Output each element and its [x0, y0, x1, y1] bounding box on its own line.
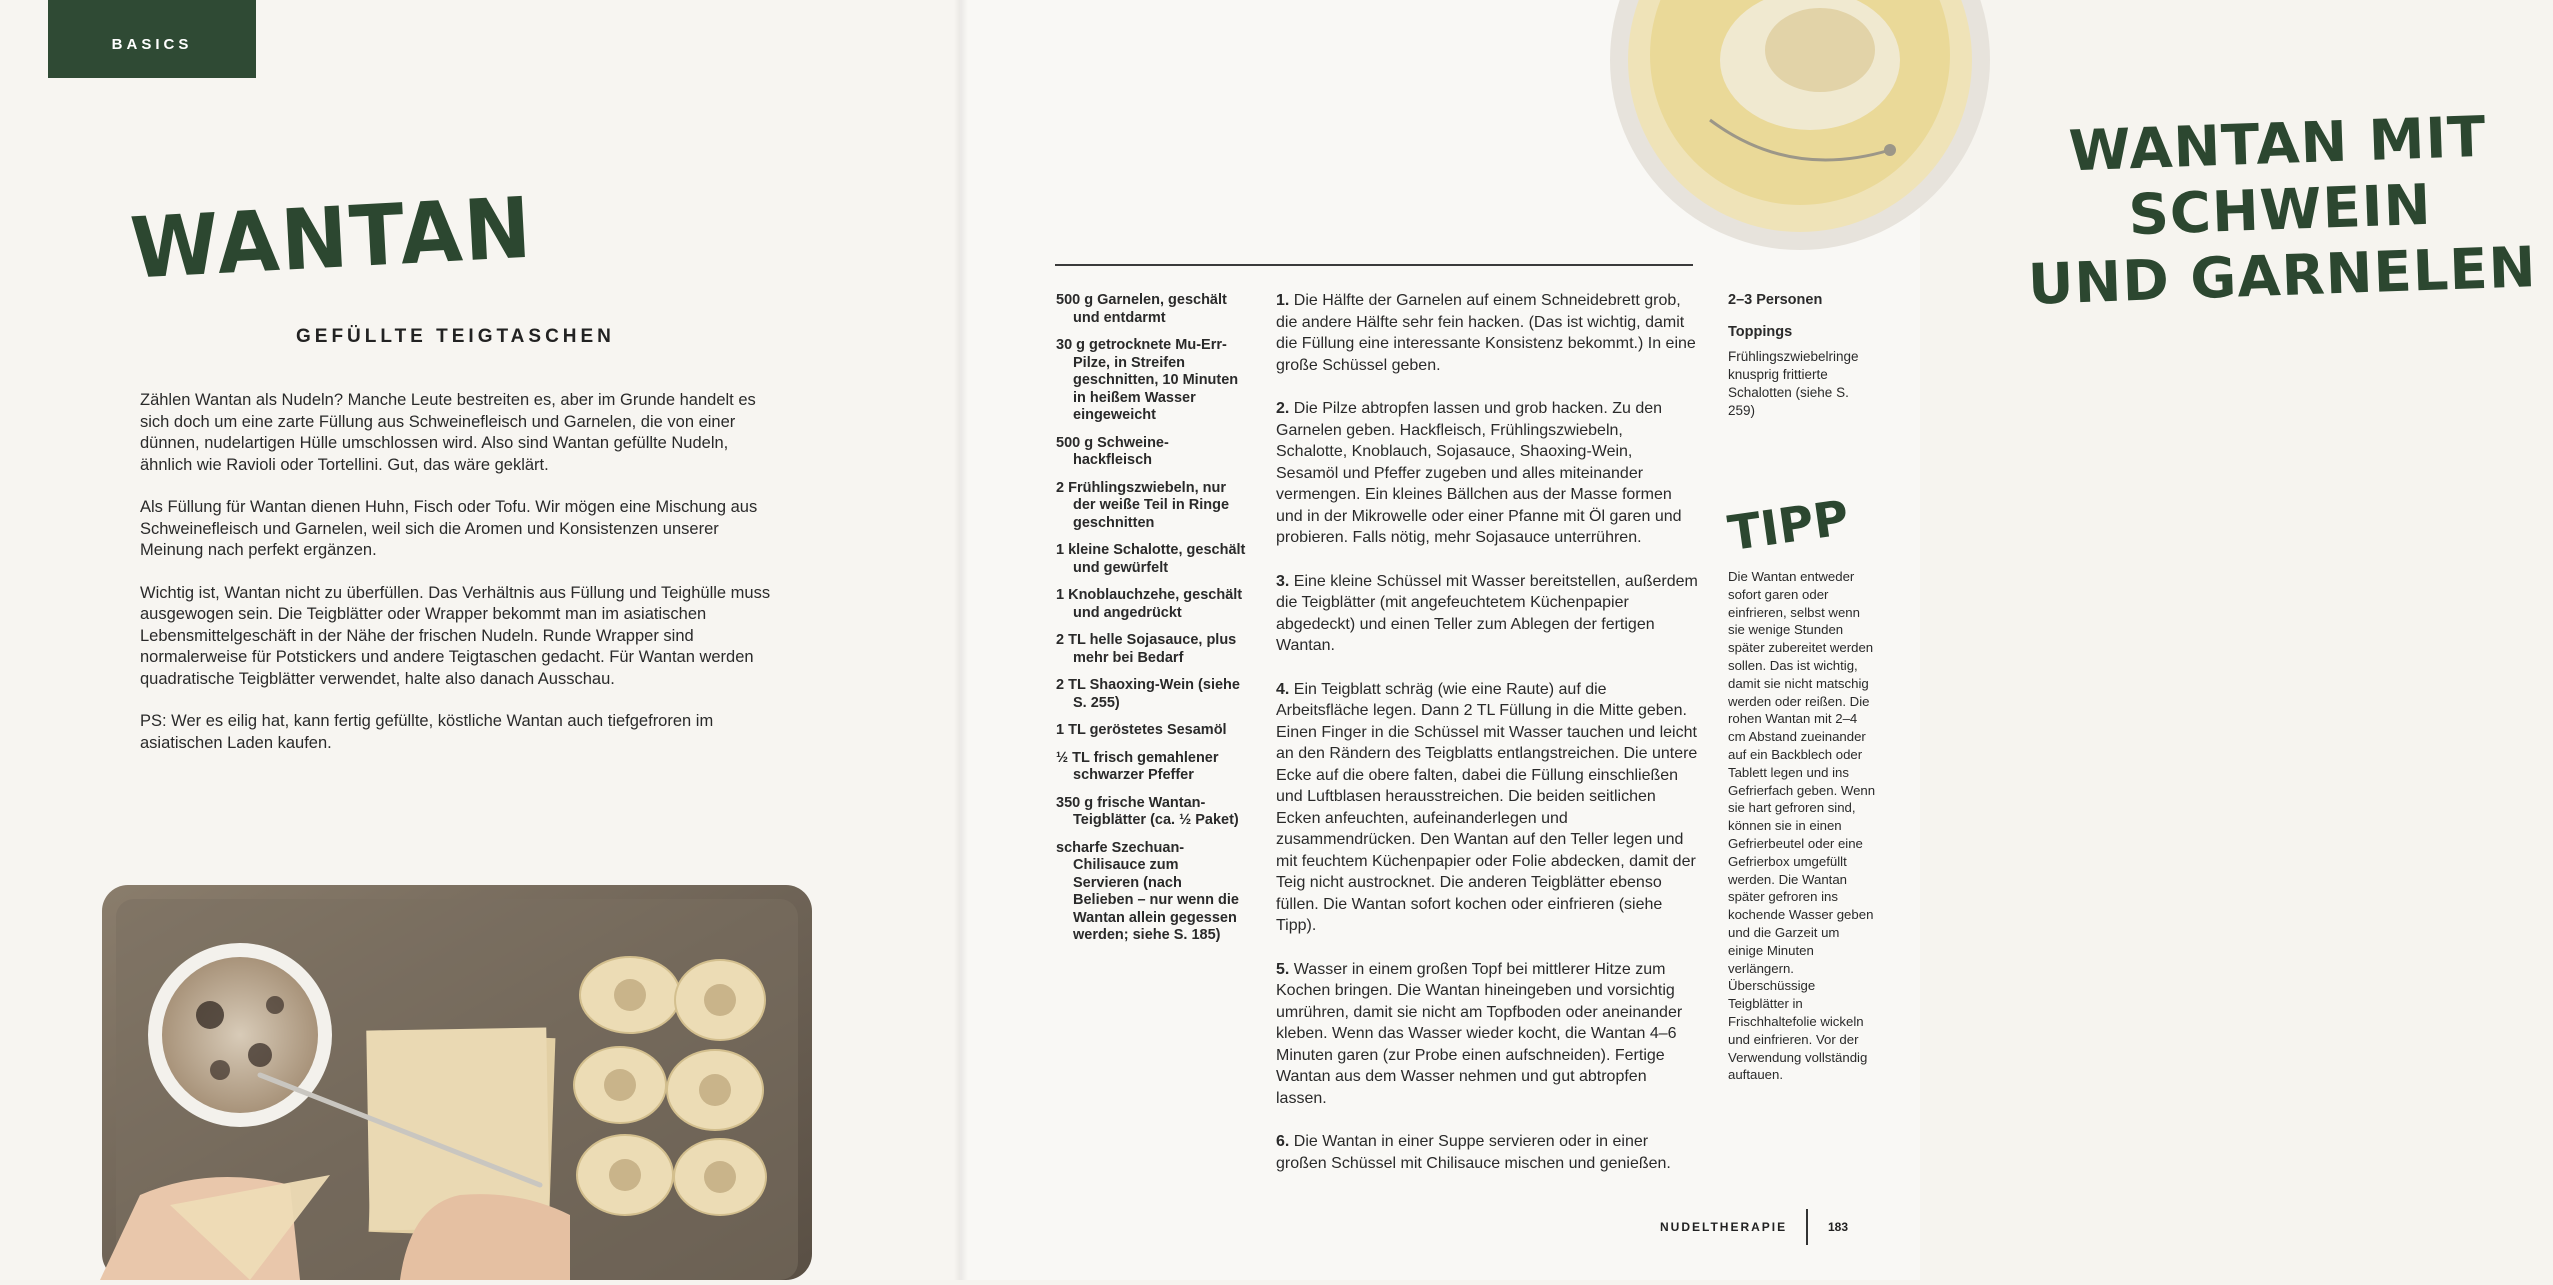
ingredient-item: 1 Knoblauchzehe, geschält und angedrückt: [1056, 587, 1243, 621]
section-tab-label: BASICS: [111, 36, 193, 53]
ingredient-item: scharfe Szechuan-Chilisauce zum Servieren (nach Belieben – nur wenn die Wantan allein gegessen werden; siehe S. 185): [1056, 839, 1239, 943]
ingredient-item: 350 g frische Wantan-Teigblätter (ca. ½ Paket): [1056, 794, 1239, 828]
ingredient-item: ½ TL frisch gemahlener schwarzer Pfeffer: [1056, 749, 1219, 783]
method-step: [1276, 571, 1698, 657]
step-number: 3.: [1276, 572, 1290, 590]
method-step: [1276, 679, 1698, 937]
method-step: [1276, 290, 1698, 376]
wonton-tray-photo: [100, 885, 816, 1280]
page-number: 183: [1828, 1220, 1849, 1234]
step-text: Die Wantan in einer Suppe servieren oder in einer großen Schüssel mit Chilisauce mischen und genießen.: [1276, 1133, 1671, 1172]
wonton-tray-illustration: [100, 885, 816, 1280]
toppings-heading: Toppings: [1728, 324, 1793, 340]
step-text: Wasser in einem großen Topf bei mittlerer Hitze zum Kochen bringen. Die Wantan hineingeben und vorsichtig umrühren, damit sie nicht am Topfboden oder aneinander kleben. Wenn das Wasser wieder kocht, die Wantan 4–6 Minuten garen (zur Probe einen aufschneiden). Fertige Wantan aus dem Wasser nehmen und gut abtropfen lassen.: [1276, 960, 1683, 1107]
servings: 2–3 Personen: [1728, 292, 1823, 308]
step-text: Die Hälfte der Garnelen auf einem Schneidebrett grob, die andere Hälfte sehr fein hacken. (Das ist wichtig, damit die Füllung eine interessante Konsistenz bekommt.) In eine große Schüssel geben.: [1276, 292, 1696, 374]
step-text: Die Pilze abtropfen lassen und grob hacken. Zu den Garnelen geben. Hackfleisch, Frühlingszwiebeln, Schalotte, Knoblauch, Sojasauce, Shaoxing-Wein, Sesamöl und Pfeffer zugeben und alles miteinander vermengen. Ein kleines Bällchen aus der Masse formen und in der Mikrowelle oder einer Pfanne mit Öl garen und probieren. Falls nötig, mehr Sojasauce unterrühren.: [1276, 400, 1682, 546]
intro-paragraph: Als Füllung für Wantan dienen Huhn, Fisch oder Tofu. Wir mögen eine Mischung aus Schweinefleisch und Garnelen, weil sich die Aromen und Konsistenzen unserer Meinung nach perfekt ergänzen.: [140, 498, 758, 559]
page-title: WANTAN: [128, 178, 536, 298]
left-page: [0, 0, 960, 1280]
recipe-title-line: UND GARNELEN: [2026, 235, 2538, 318]
running-footer: NUDELTHERAPIE: [1660, 1220, 1788, 1234]
method-step: [1276, 398, 1698, 549]
step-number: 5.: [1276, 960, 1290, 978]
step-text: Eine kleine Schüssel mit Wasser bereitstellen, außerdem die Teigblätter (mit angefeuchtetem Küchenpapier abgedeckt) und einen Teller zum Ablegen der fertigen Wantan.: [1276, 572, 1698, 654]
ingredient-item: 1 kleine Schalotte, geschält und gewürfelt: [1056, 542, 1246, 576]
section-tab: [48, 0, 256, 78]
title-divider: [1055, 264, 1693, 266]
page-subtitle: GEFÜLLTE TEIGTASCHEN: [296, 326, 615, 347]
recipe-sidebar: [1728, 292, 1878, 420]
step-number: 4.: [1276, 680, 1290, 698]
intro-text: [140, 390, 780, 775]
ingredient-item: 30 g getrocknete Mu-Err-Pilze, in Streifen geschnitten, 10 Minuten in heißem Wasser eingeweicht: [1056, 337, 1239, 423]
tip-heading: TIPP: [1724, 489, 1853, 563]
wonton-pot-illustration: [1560, 0, 1920, 240]
method-steps: [1276, 290, 1698, 1196]
ingredient-item: 500 g Schweine-hackfleisch: [1056, 434, 1169, 468]
ingredient-list: [1056, 292, 1246, 955]
footer-divider: [1806, 1209, 1808, 1245]
intro-paragraph: Zählen Wantan als Nudeln? Manche Leute bestreiten es, aber im Grunde handelt es sich doch um eine zarte Füllung aus Schweinefleisch und Garnelen, die von einer dünnen, nudelartigen Hülle umschlossen wird. Also sind Wantan gefüllte Nudeln, ähnlich wie Ravioli oder Tortellini. Gut, das wäre geklärt.: [140, 391, 756, 474]
toppings-text: Frühlingszwiebelringe knusprig frittierte Schalotten (siehe S. 259): [1728, 349, 1859, 418]
ingredient-item: 2 TL helle Sojasauce, plus mehr bei Bedarf: [1056, 632, 1237, 666]
step-number: 1.: [1276, 292, 1290, 309]
step-text: Ein Teigblatt schräg (wie eine Raute) auf die Arbeitsfläche legen. Dann 2 TL Füllung in die Mitte geben. Einen Finger in die Schüssel mit Wasser tauchen und leicht an den Rändern des Teigblatts entlangstreichen. Die untere Ecke auf die obere falten, dabei die Füllung einschließen und Luftblasen herausstreichen. Die beiden seitlichen Ecken anfeuchten, aufeinanderlegen und zusammendrücken. Den Wantan auf den Teller legen und mit feuchtem Küchenpapier oder Folie abdecken, damit der Teig nicht austrocknet. Die anderen Teigblätter ebenso füllen. Die Wantan sofort kochen oder einfrieren (siehe Tipp).: [1276, 680, 1698, 934]
ingredient-item: 1 TL geröstetes Sesamöl: [1056, 722, 1227, 738]
ingredient-item: 500 g Garnelen, geschält und entdarmt: [1056, 292, 1227, 326]
ingredient-item: 2 Frühlingszwiebeln, nur der weiße Teil in Ringe geschnitten: [1056, 479, 1230, 531]
intro-paragraph: PS: Wer es eilig hat, kann fertig gefüllte, köstliche Wantan auch tiefgefroren im asiatischen Laden kaufen.: [140, 712, 714, 752]
cooked-wonton-photo: [1560, 0, 1920, 240]
ingredient-item: 2 TL Shaoxing-Wein (siehe S. 255): [1056, 677, 1240, 711]
method-step: [1276, 1131, 1698, 1174]
step-number: 2.: [1276, 400, 1290, 417]
recipe-title: [2007, 103, 2553, 320]
tip-text: Die Wantan entweder sofort garen oder einfrieren, selbst wenn sie wenige Stunden später zubereitet werden sollen. Das ist wichtig, damit sie nicht matschig werden oder reißen. Die rohen Wantan mit 2–4 cm Abstand zueinander auf ein Backblech oder Tablett legen und ins Gefrierfach geben. Wenn sie hart gefroren sind, können sie in einen Gefrierbeutel oder eine Gefrierbox umgefüllt werden. Die Wantan später gefroren ins kochende Wasser geben und die Garzeit um einige Minuten verlängern. Überschüssige Teigblätter in Frischhaltefolie wickeln und einfrieren. Vor der Verwendung vollständig auftauen.: [1728, 569, 1876, 1083]
book-gutter: [954, 0, 968, 1280]
intro-paragraph: Wichtig ist, Wantan nicht zu überfüllen. Das Verhältnis aus Füllung und Teighülle muss ausgewogen sein. Die Teigblätter oder Wrapper bekommt man im asiatischen Lebensmittelgeschäft in der Nähe der frischen Nudeln. Runde Wrapper sind normalerweise für Potstickers und andere Teigtaschen gedacht. Für Wantan werden quadratische Teigblätter verwendet, halte also danach Ausschau.: [140, 583, 771, 688]
method-step: [1276, 959, 1698, 1110]
recipe-title-line: WANTAN MIT SCHWEIN: [2067, 104, 2488, 249]
step-number: 6.: [1276, 1133, 1290, 1150]
